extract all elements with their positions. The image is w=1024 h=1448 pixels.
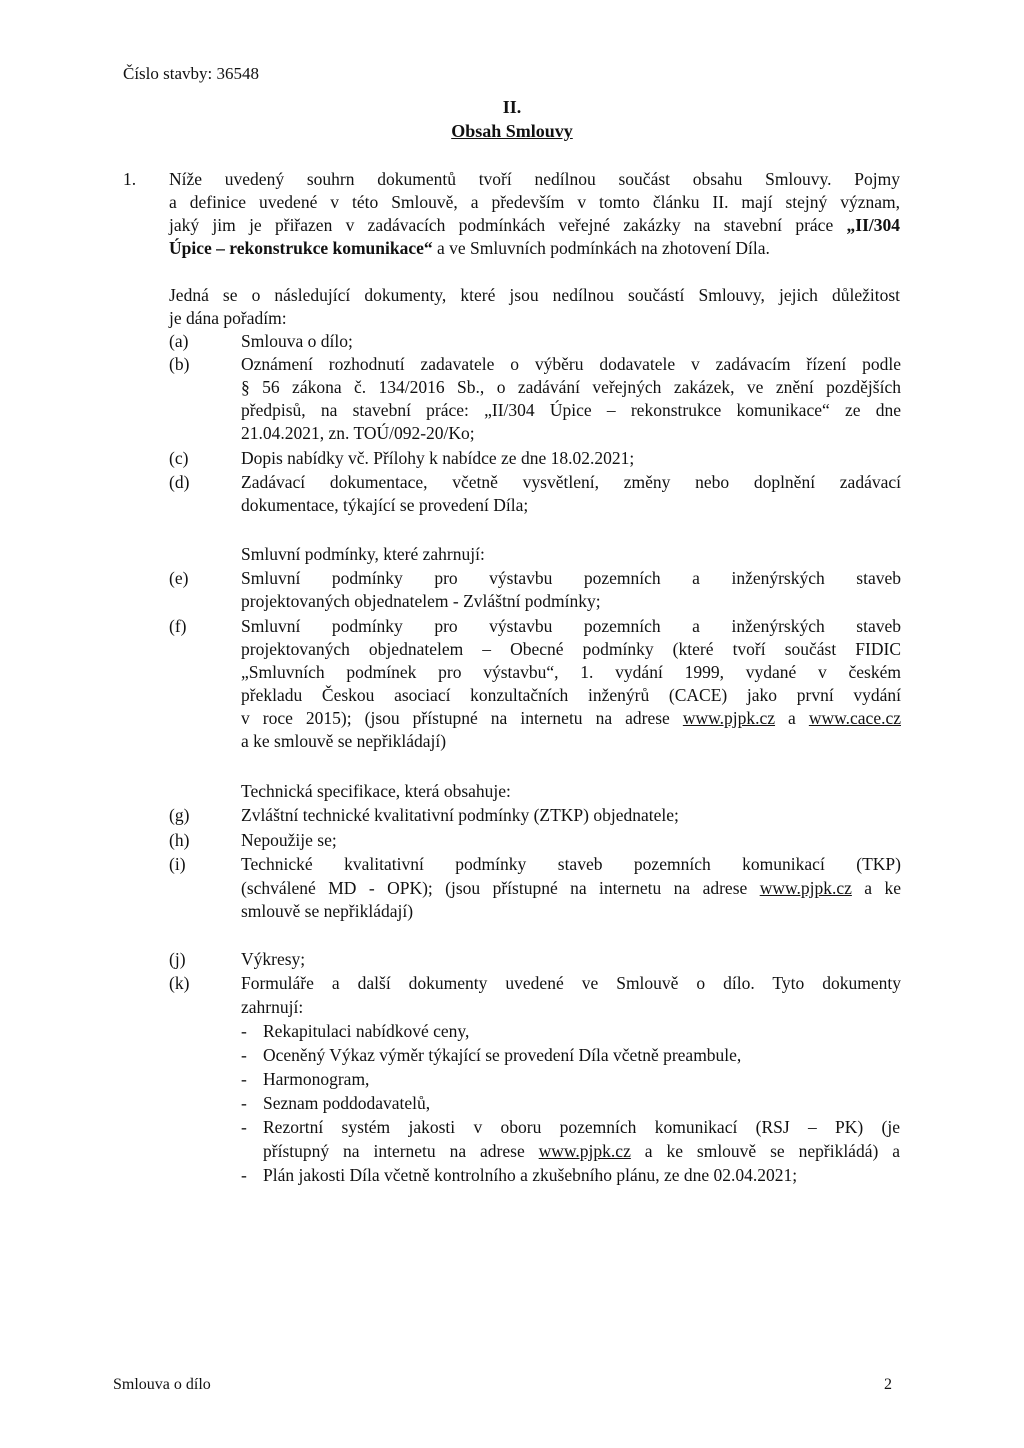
para2-line1: Jedná se o následující dokumenty, které jsou nedílnou součástí Smlouvy, jejich důležitost: [169, 285, 900, 305]
paragraph-number: 1.: [123, 169, 137, 189]
bullet-item: Seznam poddodavatelů,: [263, 1093, 431, 1113]
item-b-line1: Oznámení rozhodnutí zadavatele o výběru dodavatele v zadávacím řízení podle: [241, 354, 901, 374]
item-a-label: (a): [169, 331, 189, 351]
item-c-text: Dopis nabídky vč. Přílohy k nabídce ze dne 18.02.2021;: [241, 448, 635, 468]
item-d-label: (d): [169, 472, 190, 492]
bullet-line2-post: a ke smlouvě se nepřikládá) a: [630, 1141, 900, 1161]
para2-line2: je dána pořadím:: [169, 308, 287, 328]
bullet-dash: -: [241, 1069, 247, 1089]
item-e-label: (e): [169, 568, 189, 588]
para1-line4-bold: Úpice – rekonstrukce komunikace“: [169, 238, 433, 258]
bullet-dash: -: [241, 1093, 247, 1113]
item-i-line2-text: (schválené MD - OPK); (jsou přístupné na internetu na adrese: [241, 878, 760, 898]
item-i-line2: [241, 877, 901, 901]
item-d-line2: dokumentace, týkající se provedení Díla;: [241, 495, 529, 515]
para1-line4: [169, 237, 900, 261]
building-number: Číslo stavby: 36548: [123, 64, 260, 83]
item-i-line2-post: a ke: [851, 878, 901, 898]
para1-line3: [169, 214, 900, 238]
item-g-label: (g): [169, 805, 190, 825]
item-f-line5-text: v roce 2015); (jsou přístupné na internetu na adrese: [241, 708, 683, 728]
footer-document-name: Smlouva o dílo: [113, 1376, 211, 1393]
bullet-item-line2: [263, 1140, 900, 1164]
item-i-label: (i): [169, 854, 186, 874]
item-f-line5: [241, 707, 901, 731]
bullet-item: Oceněný Výkaz výměr týkající se provedení Díla včetně preambule,: [263, 1045, 742, 1065]
bullet-item: Harmonogram,: [263, 1069, 370, 1089]
item-h-text: Nepoužije se;: [241, 830, 337, 850]
item-f-line2: projektovaných objednatelem – Obecné podmínky (které tvoří součást FIDIC: [241, 639, 901, 659]
conditions-intro: Smluvní podmínky, které zahrnují:: [241, 544, 485, 564]
para1-line4-rest: a ve Smluvních podmínkách na zhotovení Díla.: [432, 238, 770, 258]
bullet-dash: -: [241, 1045, 247, 1065]
item-j-text: Výkresy;: [241, 949, 306, 969]
link-pjpk[interactable]: www.pjpk.cz: [538, 1141, 631, 1161]
item-b-label: (b): [169, 354, 190, 374]
item-f-line3: „Smluvních podmínek pro výstavbu“, 1. vydání 1999, vydané v českém: [241, 662, 901, 682]
item-i-line3: smlouvě se nepřikládají): [241, 901, 414, 921]
bullet-line2-text: přístupný na internetu na adrese: [263, 1141, 539, 1161]
section-title: [0, 121, 1024, 142]
para1-line3-text: jaký jim je přiřazen v zadávacích podmínkách veřejné zakázky na stavební práce: [169, 215, 834, 235]
item-k-label: (k): [169, 973, 190, 993]
item-i-line1: Technické kvalitativní podmínky staveb pozemních komunikací (TKP): [241, 854, 901, 874]
spec-intro: Technická specifikace, která obsahuje:: [241, 781, 511, 801]
item-d-line1: Zadávací dokumentace, včetně vysvětlení, změny nebo doplnění zadávací: [241, 472, 901, 492]
item-f-label: (f): [169, 616, 187, 636]
bullet-item: Rekapitulaci nabídkové ceny,: [263, 1021, 470, 1041]
item-f-line5-mid: a: [775, 708, 809, 728]
item-e-line2: projektovaných objednatelem - Zvláštní podmínky;: [241, 591, 601, 611]
item-h-label: (h): [169, 830, 190, 850]
item-f-line6: a ke smlouvě se nepřikládají): [241, 731, 447, 751]
bullet-item: Rezortní systém jakosti v oboru pozemních komunikací (RSJ – PK) (je: [263, 1117, 900, 1137]
footer-page-number: 2: [884, 1376, 892, 1393]
item-f-line1: Smluvní podmínky pro výstavbu pozemních a inženýrských staveb: [241, 616, 901, 636]
link-cace[interactable]: www.cace.cz: [808, 708, 901, 728]
link-pjpk[interactable]: www.pjpk.cz: [682, 708, 776, 728]
item-g-text: Zvláštní technické kvalitativní podmínky (ZTKP) objednatele;: [241, 805, 679, 825]
item-c-label: (c): [169, 448, 189, 468]
item-f-line4: překladu Českou asociací konzultačních inženýrů (CACE) jako první vydání: [241, 685, 901, 705]
para1-line3-bold: „II/304: [846, 215, 901, 235]
item-k-line1: Formuláře a další dokumenty uvedené ve Smlouvě o dílo. Tyto dokumenty: [241, 973, 901, 993]
bullet-dash: -: [241, 1117, 247, 1137]
section-title-text: Obsah Smlouvy: [451, 121, 573, 141]
item-b-line3: předpisů, na stavební práce: „II/304 Úpice – rekonstrukce komunikace“ ze dne: [241, 400, 901, 420]
link-pjpk[interactable]: www.pjpk.cz: [759, 878, 852, 898]
item-b-line4: 21.04.2021, zn. TOÚ/092-20/Ko;: [241, 423, 475, 443]
bullet-item: Plán jakosti Díla včetně kontrolního a zkušebního plánu, ze dne 02.04.2021;: [263, 1165, 798, 1185]
para1-line1: Níže uvedený souhrn dokumentů tvoří nedílnou součást obsahu Smlouvy. Pojmy: [169, 169, 900, 189]
item-e-line1: Smluvní podmínky pro výstavbu pozemních a inženýrských staveb: [241, 568, 901, 588]
item-b-line2: § 56 zákona č. 134/2016 Sb., o zadávání veřejných zakázek, ve znění pozdějších: [241, 377, 901, 397]
bullet-dash: -: [241, 1165, 247, 1185]
section-number: II.: [502, 97, 522, 117]
item-j-label: (j): [169, 949, 186, 969]
item-a-text: Smlouva o dílo;: [241, 331, 353, 351]
para1-line2: a definice uvedené v této Smlouvě, a především v tomto článku II. mají stejný význam,: [169, 192, 900, 212]
bullet-dash: -: [241, 1021, 247, 1041]
item-k-line2: zahrnují:: [241, 997, 304, 1017]
